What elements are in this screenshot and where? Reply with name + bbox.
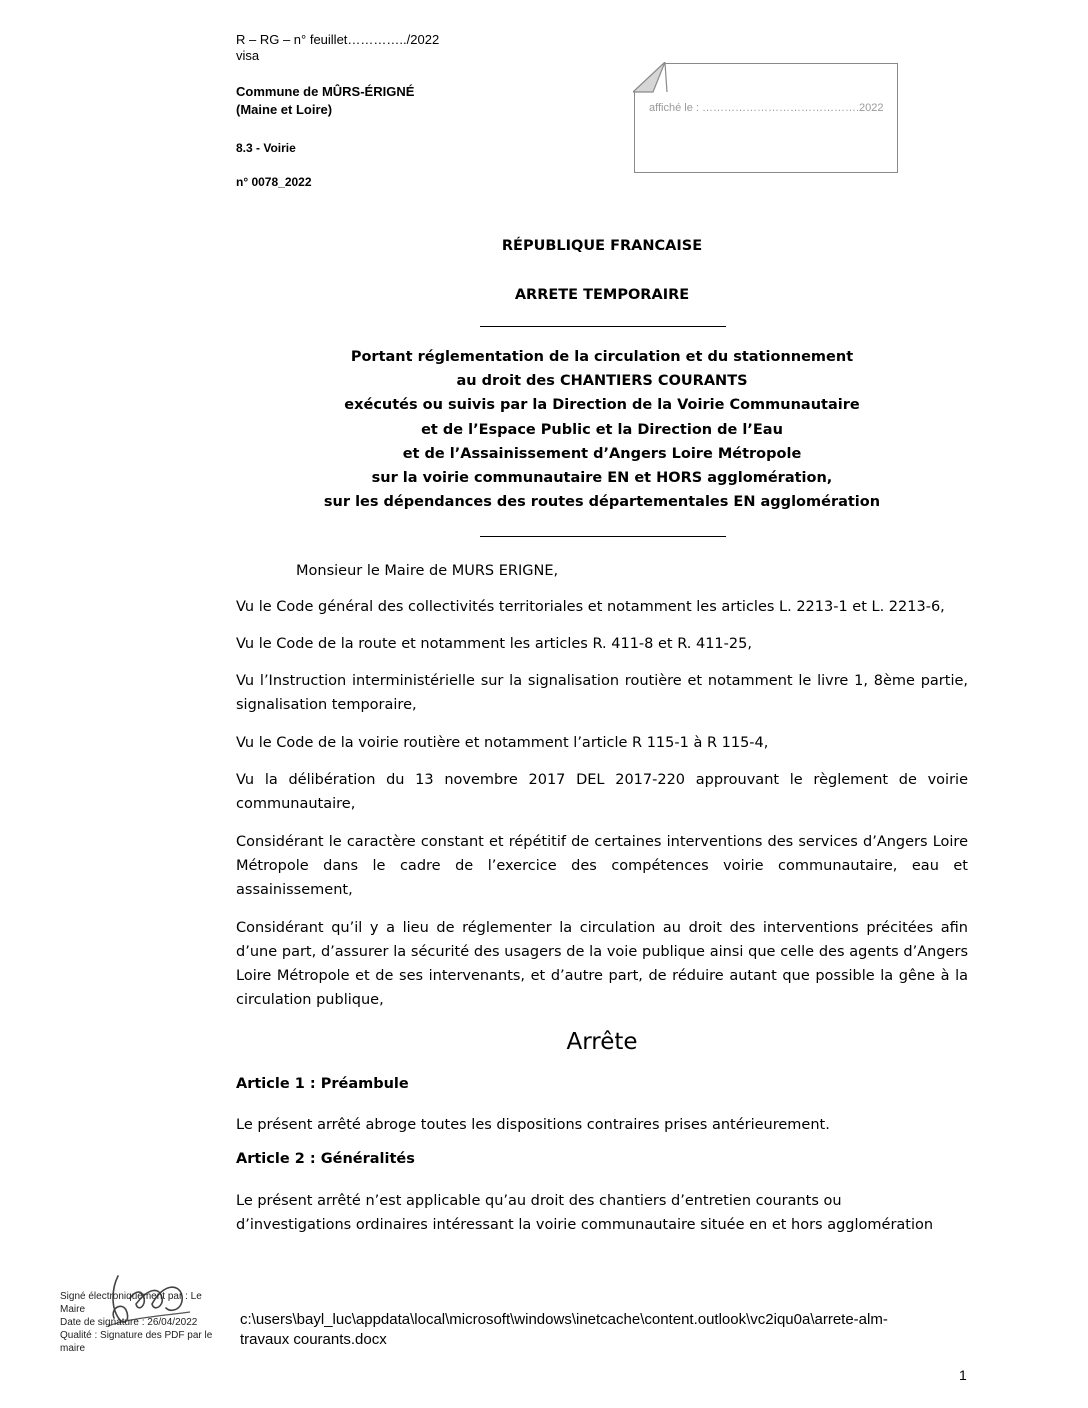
signature-line: maire xyxy=(60,1343,86,1354)
subject-line: exécutés ou suivis par la Direction de la Voirie Communautaire xyxy=(344,397,860,414)
subject-line: et de l’Espace Public et la Direction de l’Eau xyxy=(421,421,783,438)
article-2-title: Article 2 : Généralités xyxy=(236,1151,415,1167)
vu-paragraph: Vu l’Instruction interministérielle sur la signalisation routière et notamment le livre 1, 8ème partie, signalisation temporaire, xyxy=(236,673,968,713)
arrete-number: n° 0078_2022 xyxy=(236,175,312,189)
posting-stamp xyxy=(634,63,898,173)
posting-date-field: affiché le : …………………………………….2022 xyxy=(649,102,884,114)
considerant-paragraph: Considérant le caractère constant et répétitif de certaines interventions des services d’Angers Loire Métropole dans le cadre de l’exercice des compétences voirie communautaire, eau et assainissement, xyxy=(236,834,968,898)
article-2-line: d’investigations ordinaires intéressant la voirie communautaire située en et hors agglomération xyxy=(236,1217,934,1233)
signature-date: Date de signature : 26/04/2022 xyxy=(60,1317,198,1328)
vu-paragraph: Vu le Code de la route et notamment les articles R. 411-8 et R. 411-25, xyxy=(236,636,752,652)
page-number: 1 xyxy=(959,1367,967,1383)
subject-line: et de l’Assainissement d’Angers Loire Métropole xyxy=(402,445,802,462)
subject-line: sur les dépendances des routes départementales EN agglomération xyxy=(323,494,881,511)
title-divider-bottom xyxy=(480,536,726,537)
salutation: Monsieur le Maire de MURS ERIGNE, xyxy=(296,563,559,579)
signature-line: Signé électroniquement par : Le xyxy=(60,1291,202,1302)
vu-paragraph: Vu le Code général des collectivités territoriales et notamment les articles L. 2213-1 et L. 2213-6, xyxy=(236,599,945,615)
arrete-type-title: ARRETE TEMPORAIRE xyxy=(514,287,690,303)
article-2-line: Le présent arrêté n’est applicable qu’au droit des chantiers d’entretien courants ou xyxy=(236,1193,842,1209)
subject-line: Portant réglementation de la circulation et du stationnement xyxy=(350,349,854,365)
subject-line: sur la voirie communautaire EN et HORS agglomération, xyxy=(371,470,833,487)
visa-label: visa xyxy=(236,48,260,63)
vu-paragraph: Vu la délibération du 13 novembre 2017 DEL 2017-220 approuvant le règlement de voirie communautaire, xyxy=(236,772,968,812)
file-path-line: travaux courants.docx xyxy=(240,1331,387,1348)
file-path-line: c:\users\bayl_luc\appdata\local\microsoft\windows\inetcache\content.outlook\vc2iqu0a\arrete-alm- xyxy=(240,1311,888,1328)
category-label: 8.3 - Voirie xyxy=(236,141,296,155)
republic-title: RÉPUBLIQUE FRANCAISE xyxy=(501,238,703,254)
subject-block xyxy=(236,345,968,514)
commune-name: Commune de MÛRS-ÉRIGNÉ xyxy=(236,84,415,99)
feuillet-line: R – RG – n° feuillet…………../2022 xyxy=(236,32,440,47)
article-1-title: Article 1 : Préambule xyxy=(236,1076,409,1092)
electronic-signature-block xyxy=(60,1290,230,1355)
folded-corner-icon xyxy=(633,62,669,98)
signature-line: Maire xyxy=(60,1304,86,1315)
title-divider-top xyxy=(480,326,726,327)
file-path-footer xyxy=(240,1310,888,1350)
signature-line: Qualité : Signature des PDF par le xyxy=(60,1330,213,1341)
subject-line: au droit des CHANTIERS COURANTS xyxy=(456,373,748,390)
commune-region: (Maine et Loire) xyxy=(236,102,333,117)
vu-paragraph: Vu le Code de la voirie routière et notamment l’article R 115-1 à R 115-4, xyxy=(236,735,769,751)
article-1-text: Le présent arrêté abroge toutes les dispositions contraires prises antérieurement. xyxy=(236,1117,830,1133)
considerant-paragraph: Considérant qu’il y a lieu de réglementer la circulation au droit des interventions précitées afin d’une part, d’assurer la sécurité des usagers de la voie publique ainsi que celle des agents d’Angers Loire Métropole et de ses intervenants, et d’autre part, de réduire autant que possible la gêne à la circulation publique, xyxy=(236,920,968,1008)
arrete-heading: Arrête xyxy=(566,1029,638,1055)
